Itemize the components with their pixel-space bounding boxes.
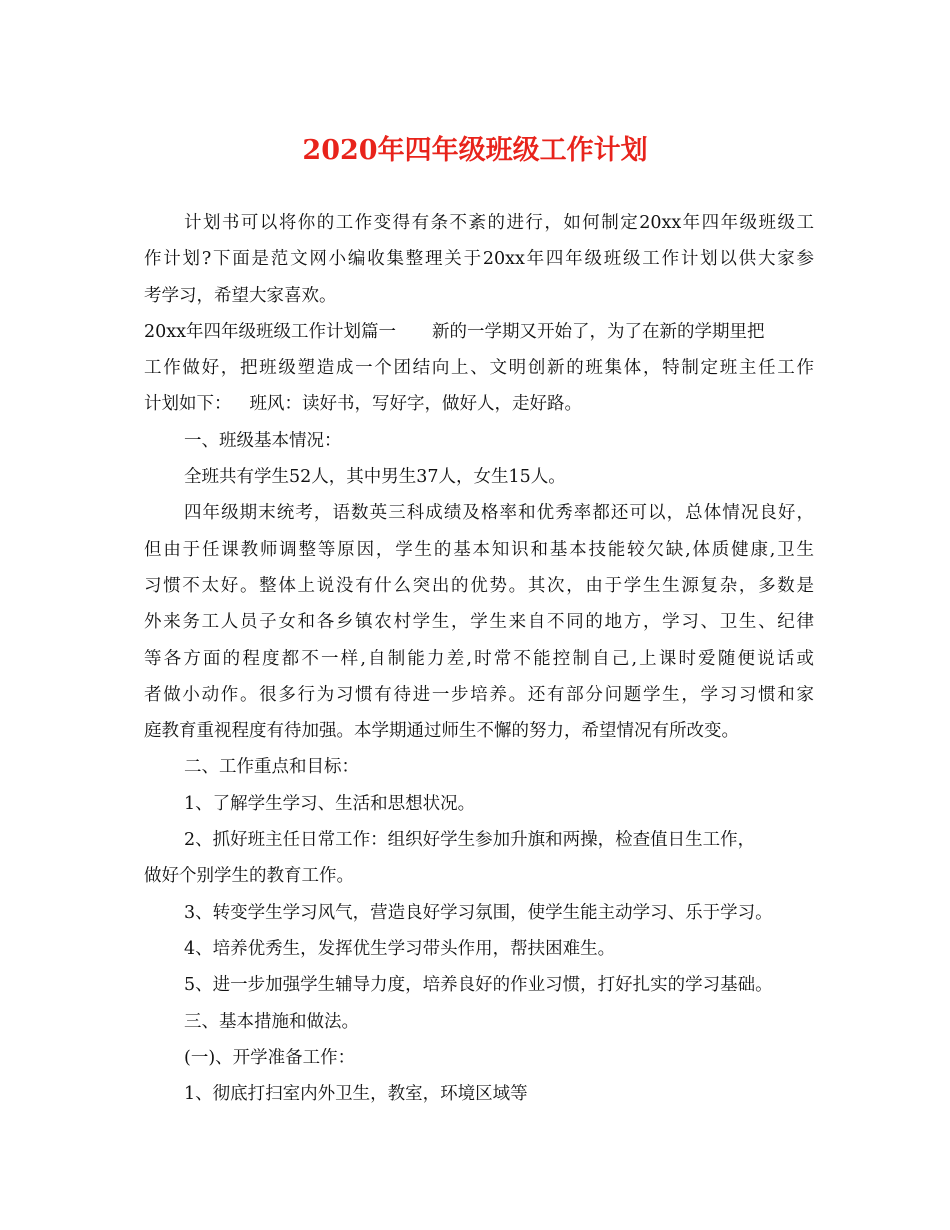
section-heading: 一、班级基本情况：	[184, 430, 342, 451]
paragraph-line: 考学习，希望大家喜欢。	[144, 285, 337, 306]
list-item: 3、转变学生学习风气，营造良好学习氛围，使学生能主动学习、乐于学习。	[184, 902, 773, 923]
paragraph-line: 作计划?下面是范文网小编收集整理关于20xx年四年级班级工作计划以供大家参	[144, 249, 814, 270]
section-heading: 20xx年四年级班级工作计划篇一	[144, 321, 397, 342]
document-title: 2020年四年级班级工作计划	[302, 135, 648, 166]
paragraph-line: 外来务工人员子女和各乡镇农村学生，学生来自不同的地方，学习、卫生、纪律	[144, 612, 814, 633]
paragraph-line: 计划书可以将你的工作变得有条不紊的进行，如何制定20xx年四年级班级工	[184, 213, 814, 233]
section-heading: 二、工作重点和目标：	[184, 757, 359, 778]
paragraph-text: 计划如下：	[144, 394, 232, 415]
paragraph-line: 者做小动作。很多行为习惯有待进一步培养。还有部分问题学生，学习习惯和家	[144, 684, 814, 705]
paragraph-line	[144, 314, 814, 350]
paragraph-line: 全班共有学生52人，其中男生37人，女生15人。	[184, 467, 566, 488]
section-heading: 三、基本措施和做法。	[184, 1011, 359, 1032]
subsection-heading: (一)、开学准备工作：	[184, 1047, 356, 1068]
paragraph-line: 但由于任课教师调整等原因，学生的基本知识和基本技能较欠缺,体质健康,卫生	[144, 539, 814, 560]
paragraph-line	[144, 386, 814, 422]
paragraph-line: 工作做好，把班级塑造成一个团结向上、文明创新的班集体，特制定班主任工作	[144, 358, 814, 379]
list-item: 1、彻底打扫室内外卫生，教室，环境区域等	[184, 1084, 528, 1105]
list-item: 2、抓好班主任日常工作：组织好学生参加升旗和两操，检查值日生工作，	[184, 830, 756, 851]
paragraph-line: 等各方面的程度都不一样,自制能力差,时常不能控制自己,上课时爱随便说话或	[144, 648, 814, 669]
class-motto: 班风：读好书，写好字，做好人，走好路。	[249, 394, 582, 415]
list-item: 4、培养优秀生，发挥优生学习带头作用，帮扶困难生。	[184, 938, 616, 959]
list-item-continuation: 做好个别学生的教育工作。	[144, 866, 354, 887]
paragraph-line: 四年级期末统考，语数英三科成绩及格率和优秀率都还可以，总体情况良好，	[184, 503, 814, 524]
document-body	[144, 205, 814, 1112]
list-item: 5、进一步加强学生辅导力度，培养良好的作业习惯，打好扎实的学习基础。	[184, 975, 773, 996]
paragraph-line: 习惯不太好。整体上说没有什么突出的优势。其次，由于学生生源复杂，多数是	[144, 575, 814, 596]
paragraph-line: 庭教育重视程度有待加强。本学期通过师生不懈的努力，希望情况有所改变。	[144, 721, 739, 742]
list-item: 1、了解学生学习、生活和思想状况。	[184, 793, 476, 814]
paragraph-text: 新的一学期又开始了，为了在新的学期里把	[432, 321, 765, 342]
